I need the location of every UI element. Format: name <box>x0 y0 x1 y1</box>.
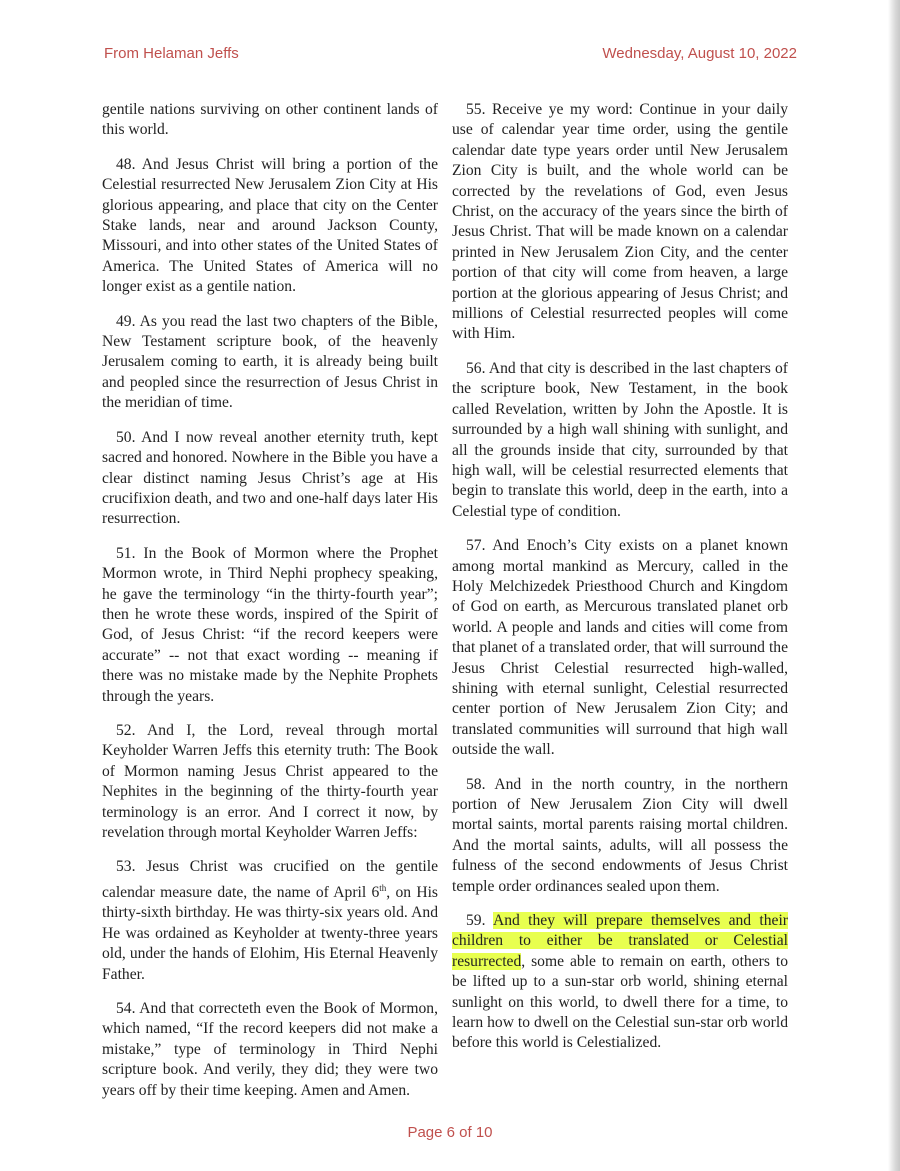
paragraph-49: 49. As you read the last two chapters of the Bible, New Testament scripture book, of the heavenly Jerusalem coming to earth, it is already being built and peopled since the resurrection of Jesus Christ in the meridian of time. <box>102 312 438 412</box>
right-column <box>452 100 788 1068</box>
paragraph-51: 51. In the Book of Mormon where the Prophet Mormon wrote, in Third Nephi prophecy speaking, he gave the terminology “in the thirty-fourth year”; then he wrote these words, inspired of the Spirit of God, of Jesus Christ: “if the record keepers were accurate” -- not that exact wording -- meaning if there was no mistake made by the Nephite Prophets through the years. <box>102 544 438 705</box>
paragraph-58: 58. And in the north country, in the northern portion of New Jerusalem Zion City will dwell mortal saints, mortal parents raising mortal children. And the mortal saints, adults, will all possess the fulness of the second endowments of Jesus Christ temple order ordinances sealed upon them. <box>452 775 788 895</box>
header-date: Wednesday, August 10, 2022 <box>602 45 797 62</box>
paragraph-52: 52. And I, the Lord, reveal through mortal Keyholder Warren Jeffs this eternity truth: The Book of Mormon naming Jesus Christ appeared to the Nephites in the beginning of the thirty-fourth year terminology is an error. And I correct it now, by revelation through mortal Keyholder Warren Jeffs: <box>102 721 438 841</box>
paragraph-continued: gentile nations surviving on other continent lands of this world. <box>102 101 438 139</box>
paragraph-55: 55. Receive ye my word: Continue in your daily use of calendar year time order, using the gentile calendar date type years order until New Jerusalem Zion City is built, and the whole world can be corrected by the revelations of God, even Jesus Christ, on the accuracy of the years since the birth of Jesus Christ. That will be made known on a calendar printed in New Jerusalem Zion City, and the center portion of that city will come from heaven, a large portion at the glorious appearing of Jesus Christ; and millions of Celestial resurrected peoples will come with Him. <box>452 101 788 343</box>
paragraph-57: 57. And Enoch’s City exists on a planet known among mortal mankind as Mercury, called in the Holy Melchizedek Priesthood Church and Kingdom of God on earth, as Mercurous translated planet orb world. A people and lands and cities will come from that planet of a translated order, that will surround the Jesus Christ Celestial resurrected high-walled, shining with eternal sunlight, Celestial resurrected center portion of New Jerusalem Zion City; and translated communities will surround that high wall outside the wall. <box>452 537 788 759</box>
paragraph-48: 48. And Jesus Christ will bring a portion of the Celestial resurrected New Jerusalem Zion City at His glorious appearing, and place that city on the Center Stake lands, near and around Jackson County, Missouri, and into other states of the United States of America. The United States of America will no longer exist as a gentile nation. <box>102 155 438 296</box>
paragraph-50: 50. And I now reveal another eternity truth, kept sacred and honored. Nowhere in the Bible you have a clear distinct naming Jesus Christ’s age at His crucifixion death, and two and one-half days later His resurrection. <box>102 428 438 528</box>
paragraph-59-number: 59. <box>466 912 493 930</box>
page-number: Page 6 of 10 <box>407 1124 493 1141</box>
highlighted-text: And they will prepare themselves and their children to either be translated or Celestial resurrected <box>452 912 789 970</box>
ordinal-suffix: th <box>379 882 387 893</box>
paragraph-53 <box>102 857 438 985</box>
paragraph-59 <box>452 911 788 1054</box>
paragraph-59-rest: , some able to remain on earth, others to be lifted up to a sun-star orb world, shining eternal sunlight on this world, to dwell there for a time, to learn how to dwell on the Celestial sun-star orb world before this world is Celestialized. <box>452 952 788 1052</box>
paragraph-53-end: , on His thirty-sixth birthday. He was thirty-six years old. And He was ordained as Keyholder at twenty-three years old, under the hands of Elohim, His Eternal Heavenly Father. <box>102 884 438 983</box>
header-author: From Helaman Jeffs <box>104 45 239 62</box>
paragraph-53-start: 53. Jesus Christ was crucified on the gentile calendar measure date, the name of April 6 <box>102 858 438 901</box>
page-edge-shadow <box>888 0 900 1171</box>
paragraph-54: 54. And that correcteth even the Book of Mormon, which named, “If the record keepers did not make a mistake,” type of terminology in Third Nephi scripture book. And verily, they did; they were two years off by their time keeping. Amen and Amen. <box>102 1000 438 1099</box>
left-column <box>102 100 438 1115</box>
paragraph-56: 56. And that city is described in the last chapters of the scripture book, New Testament, in the book called Revelation, written by John the Apostle. It is surrounded by a high wall shining with sunlight, and all the grounds inside that city, surrounded by that high wall, will be celestial resurrected elements that begin to translate this world, deep in the earth, into a Celestial type of condition. <box>452 359 788 520</box>
